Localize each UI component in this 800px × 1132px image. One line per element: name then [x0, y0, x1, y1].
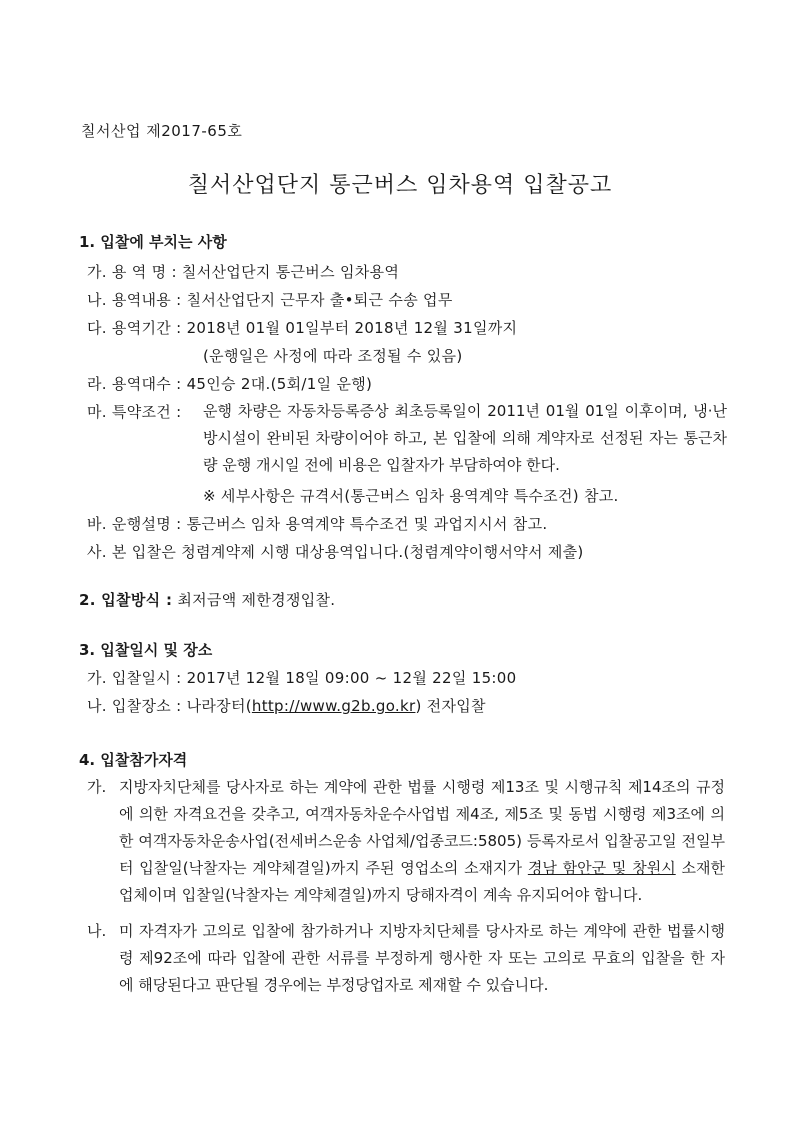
item-special-conditions-label: 마. 특약조건 :: [87, 403, 182, 421]
region-underlined: 경남 함안군 및 창원시: [527, 859, 676, 877]
qualification-ga-text: 지방자치단체를 당사자로 하는 계약에 관한 법률 시행령 제13조 및 시행규칙 제14조의 규정에 의한 자격요건을 갖추고, 여객자동차운수사업법 제4조, 제5조 및 동법 시행령 제3조에 의한 여객자동차운송사업(전세버스운송 사업체/업종코드:5805) 등록자로서 입찰공고일 전일부터 입찰일(낙찰자는 계약체결일)까지 주된 영업소의 소재지가 경남 함안군 및 창원시 소재한 업체이며 입찰일(낙찰자는 계약체결일)까지 당해자격이 계속 유지되어야 합니다.: [119, 778, 725, 904]
section-2-heading: 2. 입찰방식 :: [79, 591, 173, 609]
bid-datetime: 가. 입찰일시 : 2017년 12월 18일 09:00 ~ 12월 22일 15:00: [87, 669, 517, 687]
item-service-period-note: (운행일은 사정에 따라 조정될 수 있음): [203, 347, 463, 365]
item-special-conditions-text: 운행 차량은 자동차등록증상 최초등록일이 2011년 01월 01일 이후이며, 냉·난방시설이 완비된 차량이어야 하고, 본 입찰에 의해 계약자로 선정된 자는 통근차량 운행 개시일 전에 비용은 입찰자가 부담하여야 한다.: [203, 402, 727, 474]
section-2-text: 최저금액 제한경쟁입찰.: [177, 591, 336, 609]
g2b-link[interactable]: http://www.g2b.go.kr: [251, 697, 416, 715]
section-1-heading: 1. 입찰에 부치는 사항: [79, 233, 227, 251]
document-number: 칠서산업 제2017-65호: [81, 122, 243, 140]
section-2: [79, 590, 335, 610]
item-vehicle-count: 라. 용역대수 : 45인승 2대.(5회/1일 운행): [87, 375, 373, 393]
section-3-heading: 3. 입찰일시 및 장소: [79, 641, 213, 659]
bid-location: 나. 입찰장소 : 나라장터(http://www.g2b.go.kr) 전자입찰: [87, 697, 486, 715]
item-integrity-contract: 사. 본 입찰은 청렴계약제 시행 대상용역입니다.(청렴계약이행서약서 제출): [87, 543, 584, 561]
item-service-period: 다. 용역기간 : 2018년 01월 01일부터 2018년 12월 31일까지: [87, 319, 518, 337]
item-service-name: 가. 용 역 명 : 칠서산업단지 통근버스 임차용역: [87, 263, 400, 281]
section-4-heading: 4. 입찰참가자격: [79, 751, 188, 769]
qualification-ga-mark: 가.: [87, 778, 107, 796]
item-special-conditions-note: ※ 세부사항은 규격서(통근버스 임차 용역계약 특수조건) 참고.: [203, 487, 619, 505]
item-service-content: 나. 용역내용 : 칠서산업단지 근무자 출•퇴근 수송 업무: [87, 291, 453, 309]
qualification-na-mark: 나.: [87, 922, 107, 940]
qualification-na-text: 미 자격자가 고의로 입찰에 참가하거나 지방자치단체를 당사자로 하는 계약에 관한 법률시행령 제92조에 따라 입찰에 관한 서류를 부정하게 행사한 자 또는 고의로 무효의 입찰을 한 자에 해당된다고 판단될 경우에는 부정당업자로 제재할 수 있습니다.: [119, 922, 725, 994]
document-title: 칠서산업단지 통근버스 임차용역 입찰공고: [187, 173, 613, 198]
item-operation-description: 바. 운행설명 : 통근버스 임차 용역계약 특수조건 및 과업지시서 참고.: [87, 515, 548, 533]
